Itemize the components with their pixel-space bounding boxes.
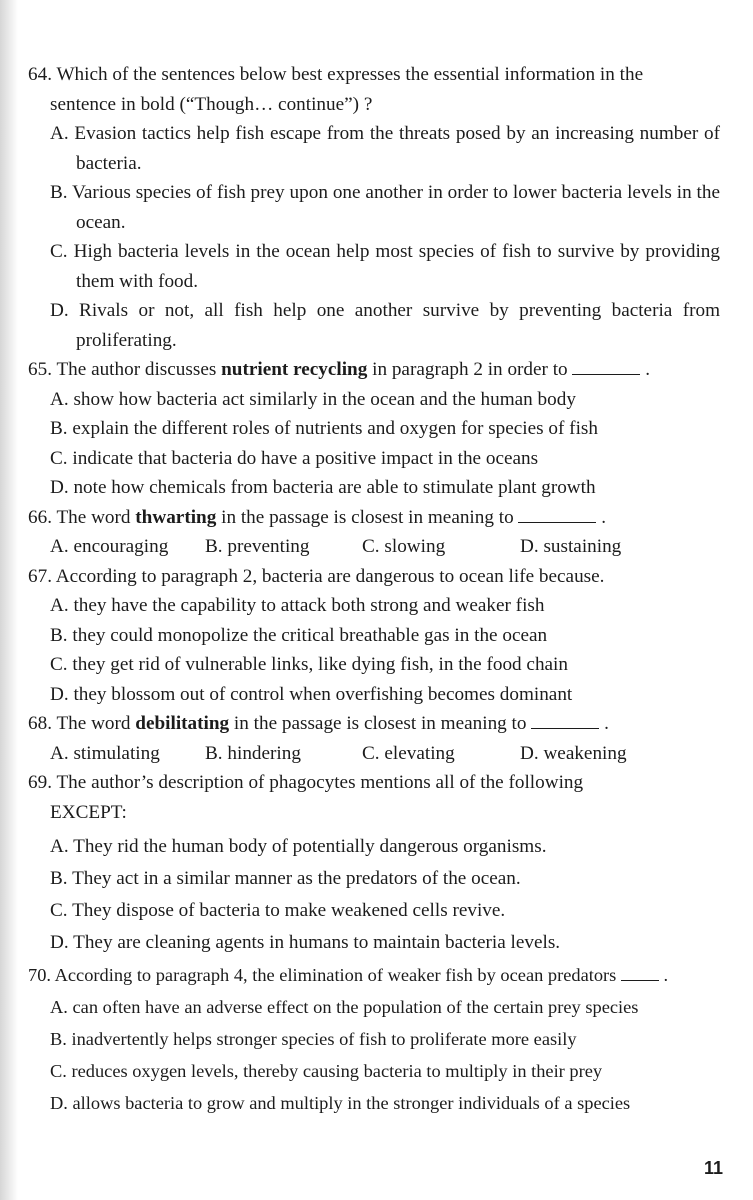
- option-text: They act in a similar manner as the predators of the ocean.: [72, 868, 521, 889]
- option-letter: C.: [362, 742, 380, 764]
- option-b[interactable]: [205, 532, 362, 562]
- option-c[interactable]: [28, 1055, 720, 1087]
- stem-text: The word: [56, 713, 136, 734]
- answer-blank: [621, 964, 659, 981]
- option-text: explain the different roles of nutrients and oxygen for species of fish: [72, 418, 598, 439]
- stem-text: The word: [56, 506, 136, 528]
- option-letter: B.: [205, 536, 223, 557]
- stem-text: The author discusses: [56, 359, 222, 380]
- question-stem: [28, 768, 720, 798]
- option-a[interactable]: [28, 385, 720, 415]
- option-text: weakening: [543, 742, 627, 764]
- question-stem: [28, 60, 720, 90]
- stem-end: .: [663, 965, 669, 985]
- question-68: [28, 709, 720, 768]
- question-number: 70.: [28, 965, 51, 985]
- option-a[interactable]: [28, 831, 720, 863]
- stem-text: in the passage is closest in meaning to: [216, 506, 514, 528]
- option-letter: B.: [50, 182, 68, 203]
- stem-text: The author’s description of phagocytes mentions all of the following: [56, 772, 584, 793]
- option-b[interactable]: [205, 739, 362, 769]
- option-letter: B.: [50, 418, 68, 439]
- option-c[interactable]: [28, 237, 720, 296]
- option-a[interactable]: [28, 119, 720, 178]
- question-67: [28, 562, 720, 710]
- option-d[interactable]: [28, 680, 720, 710]
- question-stem: [28, 355, 720, 385]
- option-text: stimulating: [73, 742, 160, 764]
- question-70: [28, 959, 720, 1119]
- option-letter: B.: [50, 624, 68, 646]
- option-text: elevating: [384, 742, 455, 764]
- option-text: Various species of fish prey upon one another in order to lower bacteria levels in the ocean.: [72, 182, 720, 233]
- answer-blank: [572, 358, 640, 375]
- question-66: [28, 503, 720, 562]
- option-text: reduces oxygen levels, thereby causing bacteria to multiply in their prey: [71, 1061, 603, 1081]
- option-b[interactable]: [28, 863, 720, 895]
- option-d[interactable]: [28, 473, 720, 503]
- option-letter: A.: [50, 595, 69, 616]
- stem-keyword: nutrient recycling: [221, 359, 368, 380]
- option-text: Rivals or not, all fish help one another survive by preventing bacteria from proliferating.: [76, 300, 720, 351]
- option-d[interactable]: [28, 1087, 720, 1119]
- option-c[interactable]: [28, 650, 720, 680]
- question-64: [28, 60, 720, 355]
- option-letter: D.: [50, 683, 69, 705]
- option-letter: D.: [520, 742, 539, 764]
- option-row: [28, 739, 720, 769]
- stem-keyword: debilitating: [135, 713, 230, 734]
- option-letter: C.: [50, 241, 68, 262]
- option-b[interactable]: [28, 1023, 720, 1055]
- option-text: inadvertently helps stronger species of fish to proliferate more easily: [71, 1029, 577, 1049]
- option-letter: A.: [50, 997, 68, 1017]
- option-text: They dispose of bacteria to make weakened cells revive.: [72, 900, 506, 921]
- option-text: note how chemicals from bacteria are able to stimulate plant growth: [73, 477, 596, 498]
- stem-end: .: [645, 359, 651, 380]
- answer-blank: [531, 712, 599, 729]
- option-letter: A.: [50, 123, 69, 144]
- stem-end: .: [601, 506, 607, 528]
- option-c[interactable]: [28, 895, 720, 927]
- option-text: Evasion tactics help fish escape from the threats posed by an increasing number of bacteria.: [74, 123, 721, 174]
- option-d[interactable]: [520, 739, 627, 769]
- stem-text: Which of the sentences below best expresses the essential information in the: [56, 64, 644, 85]
- option-text: High bacteria levels in the ocean help most species of fish to survive by providing them with food.: [73, 241, 720, 292]
- question-number: 69.: [28, 772, 52, 793]
- option-text: indicate that bacteria do have a positive impact in the oceans: [72, 447, 539, 469]
- stem-end: .: [604, 713, 609, 734]
- option-letter: B.: [50, 1029, 67, 1049]
- option-a[interactable]: [28, 991, 720, 1023]
- option-letter: C.: [50, 1061, 67, 1081]
- stem-keyword: thwarting: [135, 506, 217, 528]
- option-letter: A.: [50, 742, 69, 764]
- question-stem: [28, 709, 720, 739]
- option-c[interactable]: [362, 739, 520, 769]
- option-text: can often have an adverse effect on the population of the certain prey species: [72, 997, 639, 1017]
- question-number: 68.: [28, 713, 52, 734]
- option-letter: B.: [205, 742, 223, 764]
- page-number: 11: [703, 1158, 723, 1178]
- option-c[interactable]: [362, 532, 520, 562]
- option-b[interactable]: [28, 414, 720, 444]
- option-d[interactable]: [28, 296, 720, 355]
- option-letter: D.: [50, 477, 69, 498]
- option-letter: C.: [50, 654, 68, 675]
- stem-text: According to paragraph 2, bacteria are dangerous to ocean life because.: [55, 565, 605, 587]
- option-text: show how bacteria act similarly in the ocean and the human body: [73, 388, 576, 410]
- option-text: encouraging: [73, 536, 169, 557]
- option-text: allows bacteria to grow and multiply in the stronger individuals of a species: [72, 1093, 631, 1113]
- question-number: 67.: [28, 565, 52, 587]
- option-letter: B.: [50, 868, 68, 889]
- option-text: they blossom out of control when overfishing becomes dominant: [73, 683, 573, 705]
- question-stem: [28, 562, 720, 592]
- answer-blank: [518, 506, 596, 523]
- question-stem-continued: sentence in bold (“Though… continue”) ?: [50, 93, 373, 115]
- option-a[interactable]: [50, 739, 205, 769]
- option-letter: A.: [50, 388, 69, 410]
- option-text: they get rid of vulnerable links, like dying fish, in the food chain: [72, 654, 568, 675]
- option-letter: D.: [50, 1093, 68, 1113]
- option-text: they could monopolize the critical breathable gas in the ocean: [72, 624, 548, 646]
- question-stem: [28, 959, 720, 991]
- option-text: They rid the human body of potentially dangerous organisms.: [73, 836, 547, 857]
- option-a[interactable]: [50, 532, 205, 562]
- option-c[interactable]: [28, 444, 720, 474]
- option-b[interactable]: [28, 621, 720, 651]
- option-text: preventing: [227, 536, 310, 557]
- option-a[interactable]: [28, 591, 720, 621]
- stem-text: According to paragraph 4, the elimination of weaker fish by ocean predators: [54, 965, 617, 985]
- option-letter: C.: [50, 900, 68, 921]
- option-text: sustaining: [543, 536, 622, 557]
- option-letter: A.: [50, 536, 69, 557]
- option-letter: C.: [50, 447, 68, 469]
- question-stem: [28, 503, 720, 533]
- option-b[interactable]: [28, 178, 720, 237]
- question-69: [28, 768, 720, 959]
- question-list: [28, 60, 720, 1119]
- page-edge-shadow: [0, 0, 18, 1200]
- stem-text: in paragraph 2 in order to: [367, 359, 568, 380]
- question-number: 65.: [28, 359, 52, 380]
- option-letter: D.: [50, 932, 69, 953]
- stem-text: in the passage is closest in meaning to: [229, 713, 527, 734]
- option-row: [28, 532, 720, 562]
- option-text: hindering: [227, 742, 301, 764]
- option-text: slowing: [384, 536, 446, 557]
- option-letter: A.: [50, 836, 69, 857]
- question-stem-continued: EXCEPT:: [50, 801, 127, 823]
- option-text: they have the capability to attack both strong and weaker fish: [73, 595, 545, 616]
- option-letter: C.: [362, 536, 380, 557]
- option-d[interactable]: [28, 927, 720, 959]
- option-letter: D.: [50, 300, 69, 321]
- option-letter: D.: [520, 536, 539, 557]
- question-number: 64.: [28, 64, 52, 85]
- option-text: They are cleaning agents in humans to maintain bacteria levels.: [73, 932, 561, 953]
- question-65: [28, 355, 720, 503]
- question-number: 66.: [28, 506, 52, 528]
- option-d[interactable]: [520, 532, 621, 562]
